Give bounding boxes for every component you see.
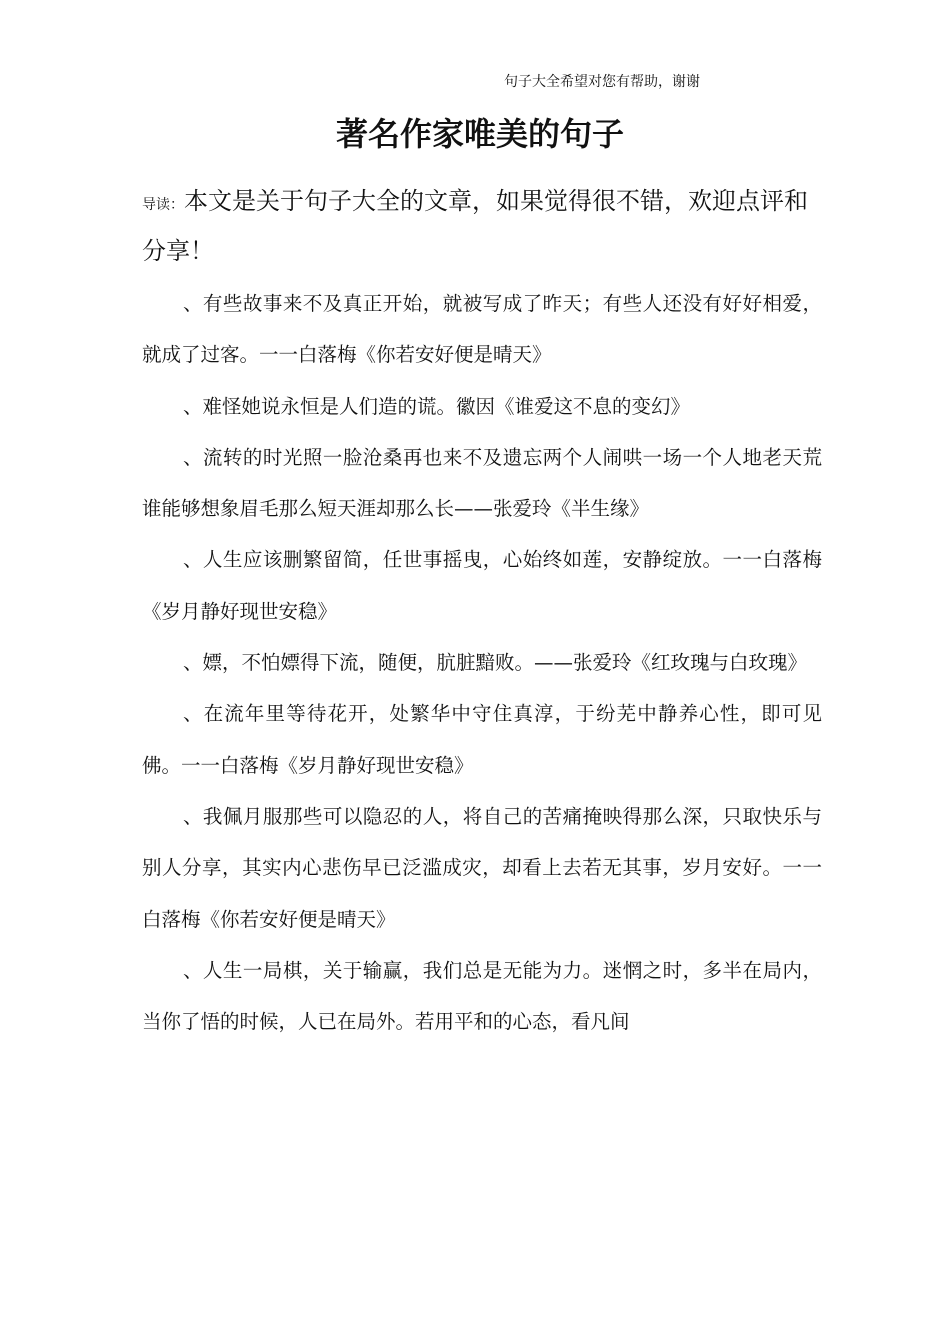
header-note: 句子大全希望对您有帮助，谢谢 — [504, 74, 700, 90]
document-title: 著名作家唯美的句子 — [335, 115, 624, 153]
paragraph-2: 、难怪她说永恒是人们造的谎。徽因《谁爱这不息的变幻》 — [182, 394, 690, 418]
intro-label: 导读： — [142, 197, 184, 213]
intro-paragraph — [142, 178, 822, 274]
paragraph-6: 、在流年里等待花开，处繁华中守住真淳，于纷芜中静养心性，即可见佛。一一白落梅《岁月静好现世安稳》 — [142, 702, 822, 777]
intro-text: 本文是关于句子大全的文章，如果觉得很不错，欢迎点评和分享！ — [142, 187, 808, 265]
body-text — [142, 278, 822, 1047]
paragraph-1: 、有些故事来不及真正开始，就被写成了昨天；有些人还没有好好相爱，就成了过客。一一白落梅《你若安好便是晴天》 — [142, 292, 822, 367]
paragraph-5: 、嫖，不怕嫖得下流，随便，肮脏黯败。——张爱玲《红玫瑰与白玫瑰》 — [182, 651, 807, 675]
paragraph-4: 、人生应该删繁留简，任世事摇曳，心始终如莲，安静绽放。一一白落梅《岁月静好现世安稳》 — [142, 548, 822, 623]
paragraph-3: 、流转的时光照一脸沧桑再也来不及遗忘两个人闹哄一场一个人地老天荒谁能够想象眉毛那么短天涯却那么长——张爱玲《半生缘》 — [142, 445, 822, 521]
paragraph-7: 、我佩月服那些可以隐忍的人，将自己的苦痛掩映得那么深，只取快乐与别人分享，其实内心悲伤早已泛滥成灾，却看上去若无其事，岁月安好。一一白落梅《你若安好便是晴天》 — [142, 804, 822, 931]
paragraph-8: 、人生一局棋，关于输赢，我们总是无能为力。迷惘之时，多半在局内，当你了悟的时候，人已在局外。若用平和的心态，看凡间 — [142, 958, 822, 1034]
